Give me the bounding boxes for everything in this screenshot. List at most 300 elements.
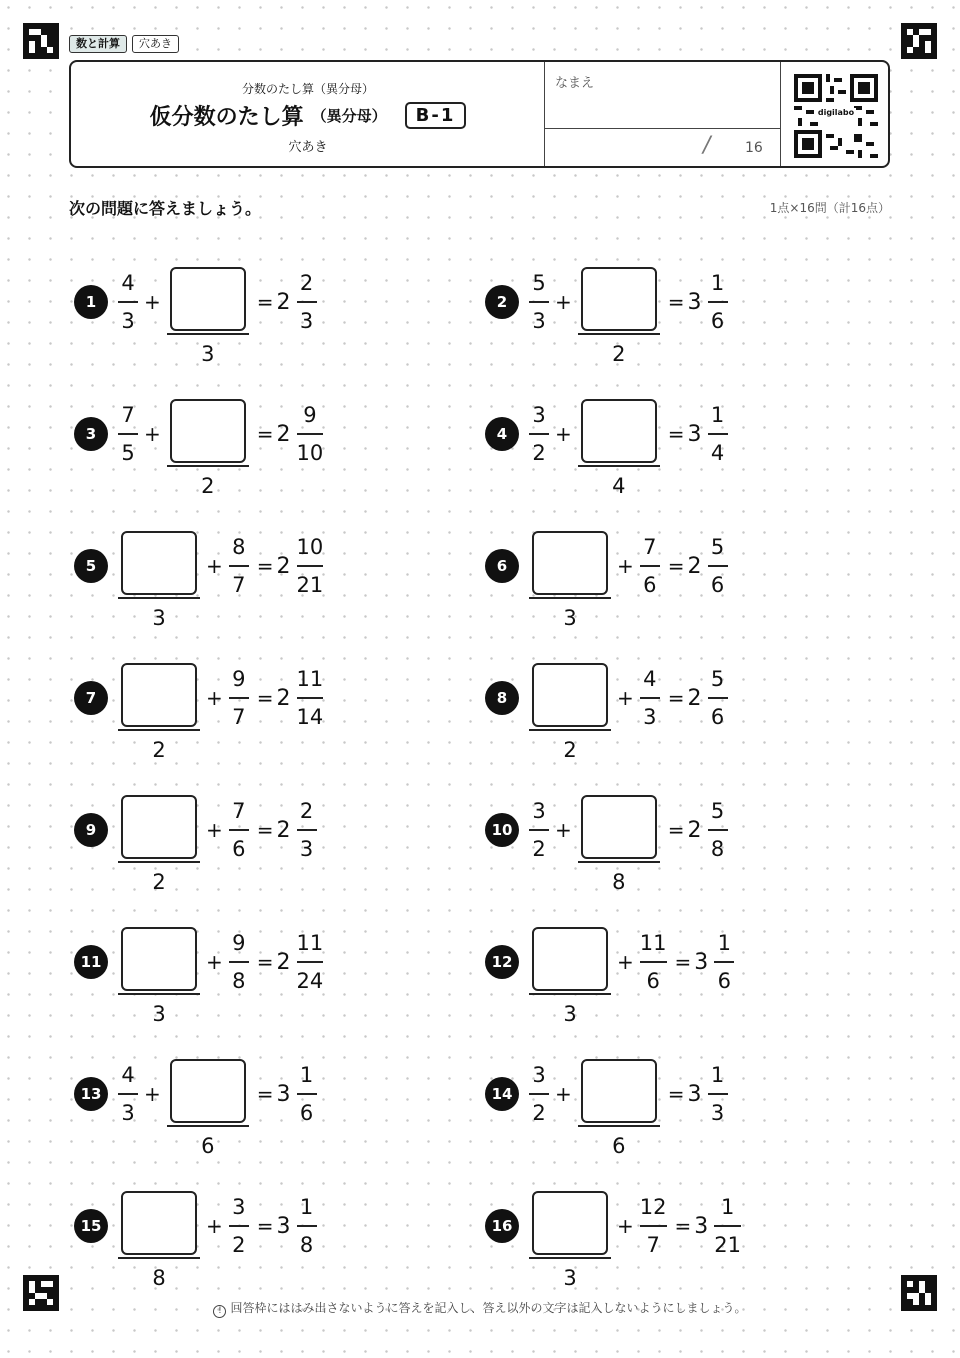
- numerator: 7: [121, 403, 135, 427]
- result-fraction: [714, 930, 734, 994]
- problem-number-badge: 4: [485, 417, 519, 451]
- equals-sign: =: [667, 818, 685, 842]
- denominator: 6: [710, 309, 725, 333]
- result-whole-number: 2: [687, 553, 702, 579]
- fraction-bar: [640, 1225, 667, 1227]
- fraction-bar: [529, 433, 549, 435]
- answer-box-numerator[interactable]: [532, 531, 608, 597]
- answer-box-numerator[interactable]: [170, 267, 246, 333]
- denominator: 3: [643, 705, 657, 729]
- first-fraction: [118, 501, 200, 631]
- result-fraction: [708, 798, 728, 862]
- tag-bar: [69, 35, 179, 53]
- answer-box[interactable]: [532, 531, 608, 595]
- problem-number-badge: 11: [74, 945, 108, 979]
- second-fraction: [229, 930, 249, 994]
- result-whole-number: 2: [276, 553, 291, 579]
- answer-box-numerator[interactable]: [581, 795, 657, 861]
- plus-sign: +: [555, 422, 572, 446]
- first-fraction: [529, 1062, 549, 1126]
- fraction-bar: [229, 829, 249, 831]
- fraction-bar: [714, 961, 734, 963]
- problem-15: [74, 1166, 317, 1290]
- fraction-bar: [118, 993, 200, 995]
- denominator: 3: [710, 1101, 725, 1125]
- second-fraction: [578, 1029, 660, 1159]
- result-whole-number: 2: [276, 949, 291, 975]
- result-fraction: [297, 798, 317, 862]
- result-whole-number: 2: [687, 685, 702, 711]
- denominator: 2: [612, 342, 626, 366]
- equals-sign: =: [256, 686, 274, 710]
- denominator: 3: [121, 309, 135, 333]
- second-fraction: [229, 1194, 249, 1258]
- fraction-bar: [229, 1225, 249, 1227]
- numerator: 5: [710, 667, 725, 691]
- denominator: 5: [121, 441, 135, 465]
- equals-sign: =: [667, 290, 685, 314]
- answer-box-numerator[interactable]: [532, 663, 608, 729]
- problem-number-badge: 6: [485, 549, 519, 583]
- denominator: 8: [152, 1266, 166, 1290]
- numerator: 4: [643, 667, 657, 691]
- fraction-bar: [529, 597, 611, 599]
- denominator: 2: [201, 474, 215, 498]
- answer-box-numerator[interactable]: [581, 267, 657, 333]
- result-whole-number: 2: [276, 685, 291, 711]
- second-fraction: [229, 798, 249, 862]
- fraction-bar: [297, 697, 324, 699]
- tag-type: 穴あき: [132, 35, 179, 53]
- points-text: 1点×16問（計16点）: [769, 201, 890, 215]
- problem-13: [74, 1034, 317, 1158]
- denominator: 8: [710, 837, 725, 861]
- plus-sign: +: [206, 818, 223, 842]
- equals-sign: =: [256, 1214, 274, 1238]
- result-whole-number: 2: [687, 817, 702, 843]
- result-fraction: [297, 1062, 317, 1126]
- denominator: 2: [563, 738, 577, 762]
- worksheet-variant: 穴あき: [288, 140, 328, 155]
- second-fraction: [229, 534, 249, 598]
- problem-8: [485, 638, 728, 762]
- denominator: 6: [201, 1134, 215, 1158]
- info-icon: !: [213, 1305, 226, 1318]
- first-fraction: [529, 501, 611, 631]
- numerator: 1: [710, 271, 725, 295]
- second-fraction: [640, 930, 667, 994]
- result-whole-number: 3: [687, 289, 702, 315]
- denominator: 2: [532, 837, 546, 861]
- equals-sign: =: [667, 1082, 685, 1106]
- denominator: 10: [296, 441, 324, 465]
- instruction-text: 次の問題に答えましょう。: [69, 199, 262, 218]
- denominator: 4: [710, 441, 725, 465]
- answer-box[interactable]: [581, 1059, 657, 1123]
- fraction-bar: [529, 301, 549, 303]
- denominator: 2: [532, 441, 546, 465]
- first-fraction: [529, 798, 549, 862]
- fraction-bar: [708, 565, 728, 567]
- fraction-bar: [167, 1125, 249, 1127]
- worksheet-subtitle: 分数のたし算（異分母）: [241, 82, 374, 96]
- denominator: 3: [532, 309, 546, 333]
- first-fraction: [118, 270, 138, 334]
- problem-number-badge: 2: [485, 285, 519, 319]
- result-fraction: [708, 402, 728, 466]
- corner-marker-top-right: [901, 23, 937, 59]
- numerator: 4: [121, 1063, 135, 1087]
- numerator: 5: [710, 535, 725, 559]
- fraction-bar: [297, 1093, 317, 1095]
- result-whole-number: 3: [687, 421, 702, 447]
- fraction-bar: [118, 301, 138, 303]
- footer-note: [0, 1299, 960, 1318]
- fraction-bar: [708, 301, 728, 303]
- denominator: 6: [299, 1101, 314, 1125]
- problem-number-badge: 15: [74, 1209, 108, 1243]
- fraction-bar: [297, 433, 324, 435]
- denominator: 2: [152, 738, 166, 762]
- answer-box-numerator[interactable]: [581, 399, 657, 465]
- second-fraction: [578, 765, 660, 895]
- plus-sign: +: [206, 950, 223, 974]
- fraction-bar: [167, 333, 249, 335]
- result-fraction: [708, 1062, 728, 1126]
- answer-box-numerator[interactable]: [121, 795, 197, 861]
- fraction-bar: [529, 829, 549, 831]
- plus-sign: +: [617, 686, 634, 710]
- denominator: 8: [232, 969, 246, 993]
- fraction-bar: [708, 1093, 728, 1095]
- denominator: 6: [646, 969, 660, 993]
- fraction-bar: [529, 1257, 611, 1259]
- name-label: なまえ: [555, 76, 595, 91]
- result-fraction: [708, 666, 728, 730]
- fraction-bar: [167, 465, 249, 467]
- first-fraction: [529, 270, 549, 334]
- result-whole-number: 3: [276, 1081, 291, 1107]
- result-fraction: [297, 270, 317, 334]
- answer-box-numerator[interactable]: [121, 663, 197, 729]
- problem-6: [485, 506, 728, 630]
- score-total: 16: [745, 140, 763, 156]
- fraction-bar: [297, 961, 324, 963]
- problem-number-badge: 10: [485, 813, 519, 847]
- fraction-bar: [297, 565, 324, 567]
- plus-sign: +: [206, 554, 223, 578]
- denominator: 8: [299, 1233, 314, 1257]
- denominator: 3: [299, 309, 314, 333]
- fraction-bar: [118, 861, 200, 863]
- equals-sign: =: [256, 290, 274, 314]
- fraction-bar: [118, 1093, 138, 1095]
- denominator: 7: [232, 705, 246, 729]
- numerator: 5: [710, 799, 725, 823]
- equals-sign: =: [674, 950, 692, 974]
- footer-text: 回答枠にははみ出さないように答えを記入し、答え以外の文字は記入しないようにしましょう。: [230, 1301, 747, 1315]
- title-row: [71, 100, 545, 131]
- numerator: 3: [532, 403, 546, 427]
- numerator: 9: [303, 403, 317, 427]
- fraction-bar: [708, 829, 728, 831]
- answer-box-numerator[interactable]: [121, 1191, 197, 1257]
- denominator: 6: [717, 969, 731, 993]
- denominator: 8: [612, 870, 626, 894]
- qr-section: [782, 62, 890, 166]
- answer-box-numerator[interactable]: [170, 1059, 246, 1125]
- denominator: 3: [563, 1266, 577, 1290]
- answer-box[interactable]: [121, 663, 197, 727]
- worksheet-code-badge: B-1: [405, 102, 467, 129]
- denominator: 6: [710, 705, 725, 729]
- problem-10: [485, 770, 728, 894]
- problem-number-badge: 7: [74, 681, 108, 715]
- title-section: [71, 62, 545, 166]
- answer-box[interactable]: [532, 663, 608, 727]
- plus-sign: +: [144, 290, 161, 314]
- fraction-bar: [578, 465, 660, 467]
- fraction-bar: [640, 565, 660, 567]
- result-fraction: [714, 1194, 741, 1258]
- first-fraction: [118, 402, 138, 466]
- plus-sign: +: [617, 554, 634, 578]
- answer-box-numerator[interactable]: [121, 927, 197, 993]
- denominator: 21: [714, 1233, 741, 1257]
- plus-sign: +: [555, 1082, 572, 1106]
- denominator: 2: [152, 870, 166, 894]
- numerator: 9: [232, 931, 246, 955]
- numerator: 4: [121, 271, 135, 295]
- fraction-bar: [529, 993, 611, 995]
- answer-box[interactable]: [532, 1191, 608, 1255]
- answer-box-numerator[interactable]: [532, 1191, 608, 1257]
- qr-label: digilabo: [817, 108, 855, 117]
- fraction-bar: [578, 333, 660, 335]
- denominator: 3: [152, 606, 166, 630]
- problem-14: [485, 1034, 728, 1158]
- first-fraction: [118, 633, 200, 763]
- numerator: 9: [232, 667, 246, 691]
- first-fraction: [529, 1161, 611, 1291]
- denominator: 6: [232, 837, 246, 861]
- answer-box-numerator[interactable]: [170, 399, 246, 465]
- second-fraction: [578, 369, 660, 499]
- answer-box[interactable]: [121, 927, 197, 991]
- fraction-bar: [529, 1093, 549, 1095]
- equals-sign: =: [667, 554, 685, 578]
- equals-sign: =: [256, 818, 274, 842]
- first-fraction: [529, 633, 611, 763]
- denominator: 3: [201, 342, 215, 366]
- answer-box[interactable]: [170, 1059, 246, 1123]
- problem-5: [74, 506, 324, 630]
- result-whole-number: 3: [276, 1213, 291, 1239]
- plus-sign: +: [144, 1082, 161, 1106]
- answer-box[interactable]: [532, 927, 608, 991]
- score-field[interactable]: [545, 129, 781, 166]
- fraction-bar: [297, 301, 317, 303]
- problem-number-badge: 1: [74, 285, 108, 319]
- fraction-bar: [229, 961, 249, 963]
- answer-box[interactable]: [581, 267, 657, 331]
- problem-7: [74, 638, 324, 762]
- result-fraction: [708, 270, 728, 334]
- numerator: 1: [299, 1063, 314, 1087]
- result-fraction: [297, 534, 324, 598]
- first-fraction: [118, 1062, 138, 1126]
- equals-sign: =: [256, 1082, 274, 1106]
- first-fraction: [118, 765, 200, 895]
- numerator: 3: [232, 1195, 246, 1219]
- denominator: 4: [612, 474, 626, 498]
- denominator: 3: [299, 837, 314, 861]
- equals-sign: =: [667, 686, 685, 710]
- denominator: 3: [563, 606, 577, 630]
- fraction-bar: [708, 697, 728, 699]
- answer-box[interactable]: [581, 399, 657, 463]
- equals-sign: =: [256, 554, 274, 578]
- plus-sign: +: [555, 290, 572, 314]
- answer-box[interactable]: [581, 795, 657, 859]
- answer-box[interactable]: [121, 531, 197, 595]
- problem-2: [485, 242, 728, 366]
- second-fraction: [640, 666, 660, 730]
- answer-box-numerator[interactable]: [581, 1059, 657, 1125]
- denominator: 6: [612, 1134, 626, 1158]
- second-fraction: [167, 369, 249, 499]
- answer-box-numerator[interactable]: [121, 531, 197, 597]
- problem-number-badge: 14: [485, 1077, 519, 1111]
- fraction-bar: [708, 433, 728, 435]
- problem-11: [74, 902, 324, 1026]
- result-whole-number: 3: [694, 949, 709, 975]
- name-field[interactable]: [545, 62, 781, 129]
- equals-sign: =: [674, 1214, 692, 1238]
- denominator: 21: [296, 573, 324, 597]
- fraction-bar: [578, 1125, 660, 1127]
- problem-4: [485, 374, 728, 498]
- fraction-bar: [229, 697, 249, 699]
- numerator: 3: [532, 799, 546, 823]
- fraction-bar: [118, 597, 200, 599]
- second-fraction: [640, 534, 660, 598]
- equals-sign: =: [256, 422, 274, 446]
- problem-12: [485, 902, 734, 1026]
- denominator: 2: [232, 1233, 246, 1257]
- numerator: 7: [232, 799, 246, 823]
- first-fraction: [118, 897, 200, 1027]
- problem-9: [74, 770, 317, 894]
- plus-sign: +: [617, 1214, 634, 1238]
- second-fraction: [167, 1029, 249, 1159]
- result-whole-number: 2: [276, 817, 291, 843]
- numerator: 3: [532, 1063, 546, 1087]
- fraction-bar: [640, 961, 667, 963]
- numerator: 12: [639, 1195, 667, 1219]
- result-fraction: [297, 402, 324, 466]
- denominator: 6: [643, 573, 657, 597]
- numerator: 7: [643, 535, 657, 559]
- denominator: 3: [563, 1002, 577, 1026]
- numerator: 2: [299, 271, 314, 295]
- numerator: 5: [532, 271, 546, 295]
- problem-16: [485, 1166, 741, 1290]
- fraction-bar: [640, 697, 660, 699]
- problem-number-badge: 16: [485, 1209, 519, 1243]
- numerator: 11: [296, 667, 324, 691]
- problem-3: [74, 374, 324, 498]
- worksheet-title: 仮分数のたし算: [149, 105, 304, 130]
- answer-box-numerator[interactable]: [532, 927, 608, 993]
- plus-sign: +: [144, 422, 161, 446]
- denominator: 2: [532, 1101, 546, 1125]
- numerator: 1: [710, 1063, 725, 1087]
- result-fraction: [297, 666, 324, 730]
- answer-box[interactable]: [121, 795, 197, 859]
- numerator: 1: [299, 1195, 314, 1219]
- numerator: 10: [296, 535, 324, 559]
- denominator: 3: [152, 1002, 166, 1026]
- second-fraction: [167, 237, 249, 367]
- denominator: 14: [296, 705, 324, 729]
- fraction-bar: [714, 1225, 741, 1227]
- result-whole-number: 3: [694, 1213, 709, 1239]
- result-whole-number: 3: [687, 1081, 702, 1107]
- second-fraction: [640, 1194, 667, 1258]
- first-fraction: [529, 897, 611, 1027]
- first-fraction: [118, 1161, 200, 1291]
- score-slash: /: [703, 133, 711, 158]
- corner-marker-top-left: [23, 23, 59, 59]
- problem-number-badge: 5: [74, 549, 108, 583]
- problem-number-badge: 3: [74, 417, 108, 451]
- result-whole-number: 2: [276, 421, 291, 447]
- problem-number-badge: 12: [485, 945, 519, 979]
- second-fraction: [229, 666, 249, 730]
- result-fraction: [297, 1194, 317, 1258]
- numerator: 2: [299, 799, 314, 823]
- numerator: 11: [639, 931, 667, 955]
- problem-number-badge: 9: [74, 813, 108, 847]
- second-fraction: [578, 237, 660, 367]
- denominator: 6: [710, 573, 725, 597]
- answer-box[interactable]: [121, 1191, 197, 1255]
- fraction-bar: [229, 565, 249, 567]
- result-fraction: [297, 930, 324, 994]
- problem-1: [74, 242, 317, 366]
- answer-box[interactable]: [170, 267, 246, 331]
- fraction-bar: [118, 729, 200, 731]
- numerator: 8: [232, 535, 246, 559]
- first-fraction: [529, 402, 549, 466]
- tag-category: 数と計算: [69, 35, 127, 53]
- problem-number-badge: 8: [485, 681, 519, 715]
- problem-number-badge: 13: [74, 1077, 108, 1111]
- result-fraction: [708, 534, 728, 598]
- numerator: 1: [717, 931, 731, 955]
- equals-sign: =: [256, 950, 274, 974]
- answer-box[interactable]: [170, 399, 246, 463]
- worksheet-header: [69, 60, 890, 168]
- plus-sign: +: [555, 818, 572, 842]
- plus-sign: +: [206, 686, 223, 710]
- fraction-bar: [529, 729, 611, 731]
- fraction-bar: [578, 861, 660, 863]
- fraction-bar: [297, 1225, 317, 1227]
- plus-sign: +: [617, 950, 634, 974]
- plus-sign: +: [206, 1214, 223, 1238]
